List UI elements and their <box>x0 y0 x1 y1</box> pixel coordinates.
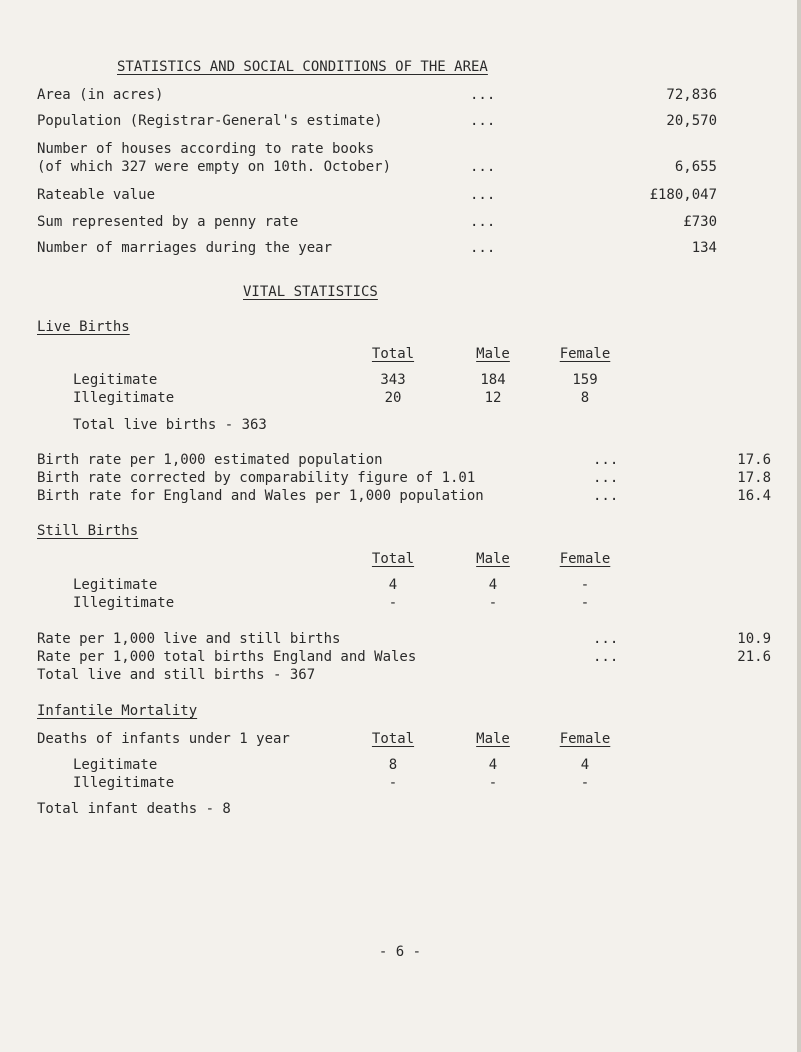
area-stat-value: 134 <box>691 240 717 256</box>
col-header-female: Female <box>559 346 611 362</box>
col-header-total: Total <box>371 551 415 567</box>
col-header-female: Female <box>559 731 611 747</box>
rate-label: Rate per 1,000 live and still births <box>37 631 341 647</box>
cell-total: - <box>388 595 398 611</box>
rate-value: 16.4 <box>737 488 771 504</box>
rate-label: Rate per 1,000 total births England and Wales <box>37 649 417 665</box>
area-stat-value: £730 <box>683 214 717 230</box>
cell-male: 184 <box>480 372 506 388</box>
section-title-live-births: Live Births <box>37 319 130 335</box>
row-label: Legitimate <box>73 757 158 773</box>
cell-male: - <box>488 595 498 611</box>
area-stat-label: Number of houses according to rate books <box>37 141 375 157</box>
cell-total: 8 <box>388 757 398 773</box>
page-number: - 6 - <box>378 944 422 960</box>
area-stat-label: Area (in acres) <box>37 87 164 103</box>
col-header-male: Male <box>476 551 510 567</box>
rate-label: Birth rate for England and Wales per 1,000 population <box>37 488 484 504</box>
leader-dots: ... <box>470 240 496 256</box>
col-header-male: Male <box>476 731 510 747</box>
leader-dots: ... <box>593 649 619 665</box>
area-stat-label-continued: (of which 327 were empty on 10th. October) <box>37 159 392 175</box>
leader-dots: ... <box>470 214 496 230</box>
row-label: Legitimate <box>73 372 158 388</box>
area-stat-value: £180,047 <box>649 187 717 203</box>
cell-female: 8 <box>580 390 590 406</box>
rate-value: 21.6 <box>737 649 771 665</box>
col-header-female: Female <box>559 551 611 567</box>
area-stat-label: Number of marriages during the year <box>37 240 333 256</box>
section-title-vital-statistics: VITAL STATISTICS <box>243 284 378 300</box>
leader-dots: ... <box>470 159 496 175</box>
row-label: Legitimate <box>73 577 158 593</box>
cell-male: 4 <box>488 577 498 593</box>
rate-value: 10.9 <box>737 631 771 647</box>
section-title-infantile-mortality: Infantile Mortality <box>37 703 198 719</box>
area-stat-value: 6,655 <box>674 159 717 175</box>
cell-female: 4 <box>580 757 590 773</box>
cell-female: - <box>580 595 590 611</box>
col-header-total: Total <box>371 346 415 362</box>
cell-male: 4 <box>488 757 498 773</box>
area-stat-label: Population (Registrar-General's estimate) <box>37 113 383 129</box>
cell-total: 4 <box>388 577 398 593</box>
section-title-still-births: Still Births <box>37 523 139 539</box>
total-infant-deaths: Total infant deaths - 8 <box>37 801 231 817</box>
area-stat-value: 20,570 <box>666 113 717 129</box>
area-stat-label: Sum represented by a penny rate <box>37 214 299 230</box>
cell-female: 159 <box>572 372 598 388</box>
col-header-total: Total <box>371 731 415 747</box>
total-live-births: Total live births - 363 <box>73 417 267 433</box>
cell-male: - <box>488 775 498 791</box>
infant-deaths-lead: Deaths of infants under 1 year <box>37 731 290 747</box>
row-label: Illegitimate <box>73 390 175 406</box>
leader-dots: ... <box>593 452 619 468</box>
area-stat-label: Rateable value <box>37 187 156 203</box>
rate-value: 17.8 <box>737 470 771 486</box>
col-header-male: Male <box>476 346 510 362</box>
leader-dots: ... <box>470 187 496 203</box>
leader-dots: ... <box>470 87 496 103</box>
page-edge-shadow <box>797 0 801 1052</box>
cell-female: - <box>580 775 590 791</box>
cell-total: 343 <box>380 372 406 388</box>
cell-total: 20 <box>384 390 402 406</box>
cell-total: - <box>388 775 398 791</box>
rate-label: Birth rate per 1,000 estimated population <box>37 452 383 468</box>
total-live-and-still-births: Total live and still births - 367 <box>37 667 316 683</box>
cell-male: 12 <box>484 390 502 406</box>
page-header: STATISTICS AND SOCIAL CONDITIONS OF THE AREA <box>117 59 488 75</box>
cell-female: - <box>580 577 590 593</box>
leader-dots: ... <box>593 488 619 504</box>
row-label: Illegitimate <box>73 595 175 611</box>
leader-dots: ... <box>593 470 619 486</box>
area-stat-value: 72,836 <box>666 87 717 103</box>
leader-dots: ... <box>470 113 496 129</box>
rate-label: Birth rate corrected by comparability figure of 1.01 <box>37 470 476 486</box>
rate-value: 17.6 <box>737 452 771 468</box>
row-label: Illegitimate <box>73 775 175 791</box>
leader-dots: ... <box>593 631 619 647</box>
